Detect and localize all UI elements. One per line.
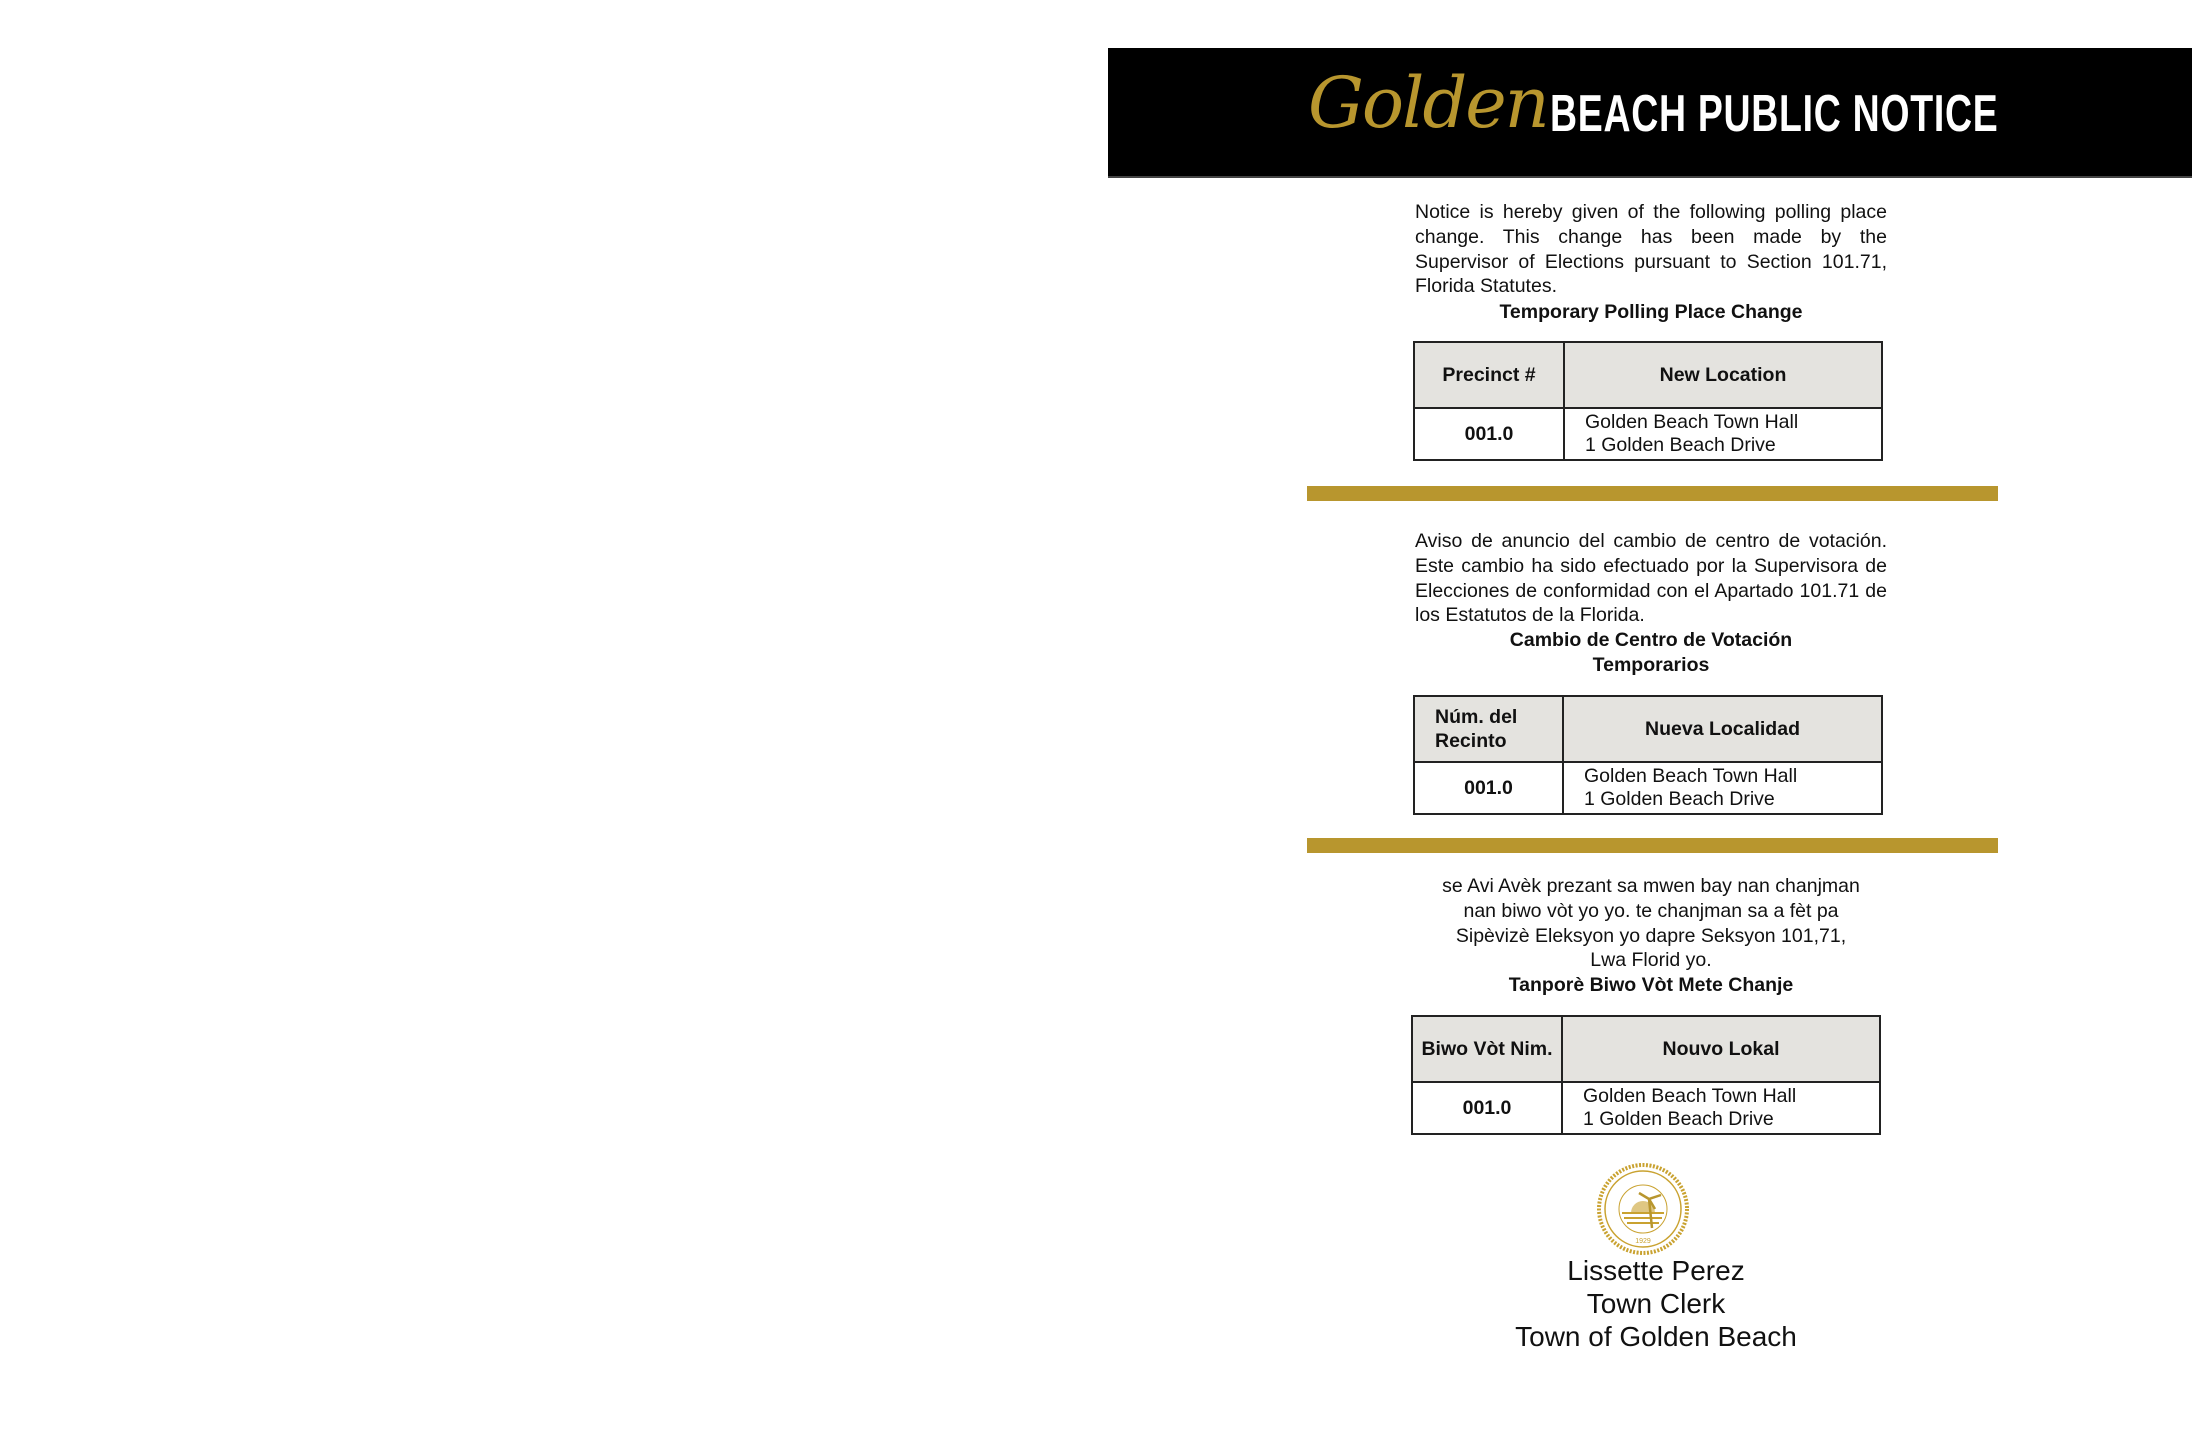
location-address: 1 Golden Beach Drive	[1584, 788, 1775, 810]
location-name: Golden Beach Town Hall	[1583, 1085, 1797, 1107]
paragraph-line: nan biwo vòt yo yo. te chanjman sa a fèt pa	[1463, 899, 1839, 922]
spanish-polling-table	[1413, 695, 1883, 815]
column-header: Nueva Localidad	[1563, 696, 1882, 762]
town-seal-icon	[1597, 1163, 1689, 1255]
paragraph-line: Lwa Florid yo.	[1590, 949, 1712, 972]
signature-block	[1420, 1254, 1892, 1353]
notice-title: BEACH PUBLIC NOTICE	[1550, 85, 1999, 143]
paragraph-line: Sipèvizè Eleksyon yo dapre Seksyon 101,71,	[1455, 924, 1847, 947]
column-header: New Location	[1564, 342, 1882, 408]
seal-year: 1929	[1635, 1238, 1651, 1245]
location-cell	[1564, 408, 1882, 460]
creole-subtitle: Tanporè Biwo Vòt Mete Chanje	[1508, 974, 1794, 996]
creole-notice-paragraph	[1415, 874, 1887, 973]
column-header: Precinct #	[1414, 342, 1564, 408]
spanish-subtitle-line2: Temporarios	[1592, 654, 1710, 676]
creole-polling-table	[1411, 1015, 1881, 1135]
location-cell	[1563, 762, 1882, 814]
location-cell	[1562, 1082, 1880, 1134]
english-notice-paragraph: Notice is hereby given of the following polling place change. This change has been made by the Supervisor of Elections pursuant to Section 101.71, Florida Statutes.	[1415, 201, 1887, 298]
gold-divider	[1307, 486, 1998, 501]
table-row	[1412, 1082, 1880, 1134]
table-header-row	[1412, 1016, 1880, 1082]
gold-divider	[1307, 838, 1998, 853]
column-header: Nouvo Lokal	[1562, 1016, 1880, 1082]
paragraph-line: se Avi Avèk prezant sa mwen bay nan chanjman	[1442, 875, 1860, 897]
location-name: Golden Beach Town Hall	[1585, 411, 1799, 433]
spanish-subtitle-line1: Cambio de Centro de Votación	[1509, 629, 1793, 651]
precinct-number: 001.0	[1414, 408, 1564, 460]
location-address: 1 Golden Beach Drive	[1585, 434, 1776, 456]
clerk-role: Town Clerk	[1586, 1288, 1726, 1319]
golden-script-logo: Golden	[1308, 62, 1548, 144]
notice-header-banner	[1108, 48, 2192, 178]
location-address: 1 Golden Beach Drive	[1583, 1108, 1774, 1130]
spanish-notice-paragraph: Aviso de anuncio del cambio de centro de votación. Este cambio ha sido efectuado por la Supervisora de Elecciones de conformidad con el Apartado 101.71 de los Estatutos de la Florida.	[1415, 530, 1887, 627]
column-header: Biwo Vòt Nim.	[1412, 1016, 1562, 1082]
english-polling-table	[1413, 341, 1883, 461]
english-subtitle: Temporary Polling Place Change	[1499, 301, 1803, 323]
table-header-row	[1414, 342, 1882, 408]
table-row	[1414, 408, 1882, 460]
table-row	[1414, 762, 1882, 814]
precinct-number: 001.0	[1414, 762, 1563, 814]
table-header-row	[1414, 696, 1882, 762]
column-header: Núm. del Recinto	[1414, 696, 1563, 762]
clerk-organization: Town of Golden Beach	[1515, 1321, 1797, 1352]
location-name: Golden Beach Town Hall	[1584, 765, 1798, 787]
precinct-number: 001.0	[1412, 1082, 1562, 1134]
clerk-name: Lissette Perez	[1567, 1255, 1745, 1286]
